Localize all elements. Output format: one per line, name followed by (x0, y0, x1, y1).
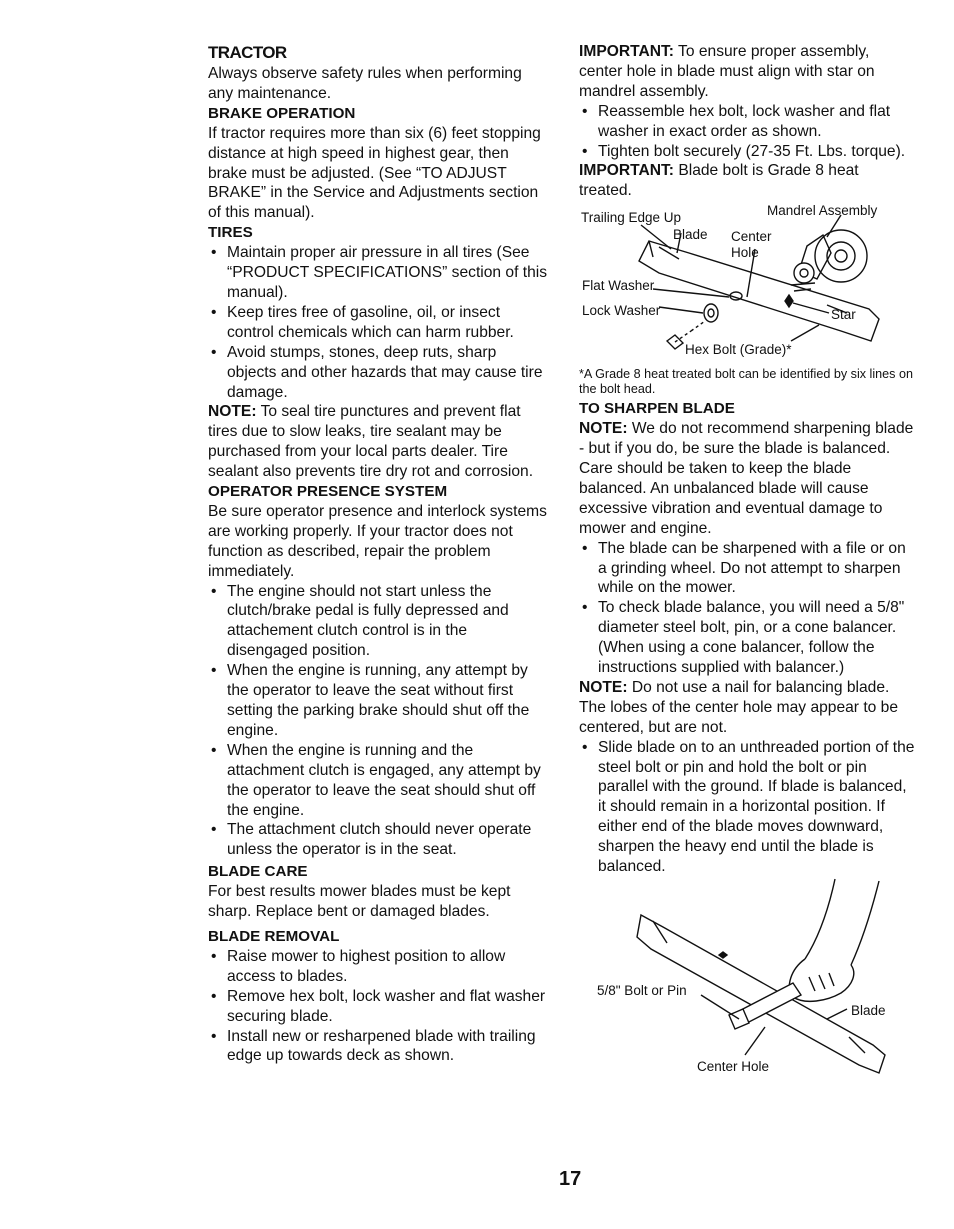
label-trailing-edge: Trailing Edge Up (581, 210, 682, 226)
list-item: • Install new or resharpened blade with trailing edge up towards deck as shown. (208, 1027, 550, 1067)
list-item: • Tighten bolt securely (27-35 Ft. Lbs. torque). (579, 142, 915, 162)
important-note-1 (579, 42, 915, 102)
blade-removal-heading: BLADE REMOVAL (208, 927, 340, 945)
list-item: • Avoid stumps, stones, deep ruts, sharp objects and other hazards that may cause tire damage. (208, 343, 550, 403)
important-note-2 (579, 161, 915, 201)
note-text: To seal tire punctures and prevent flat tires due to slow leaks, tire sealant may be purchased from your local parts dealer. Tire sealant also prevents tire dry rot and corrosion. (208, 403, 534, 481)
list-item: • The engine should not start unless the clutch/brake pedal is fully depressed and attachement clutch control is in the disengaged position. (208, 582, 550, 662)
label-hex-bolt: Hex Bolt (Grade)* (685, 342, 792, 358)
important-text: To ensure proper assembly, center hole in blade must align with star on mandrel assembly. (579, 43, 875, 100)
list-item: • Keep tires free of gasoline, oil, or insect control chemicals which can harm rubber. (208, 303, 550, 343)
label-center-hole: Center Hole (697, 1059, 770, 1074)
list-item: • Maintain proper air pressure in all tires (See “PRODUCT SPECIFICATIONS” section of this manual). (208, 243, 550, 303)
blade-removal-list (208, 947, 550, 1066)
brake-text: If tractor requires more than six (6) feet stopping distance at high speed in highest gear, then brake must be adjusted. (See “TO ADJUST BRAKE” in the Service and Adjustments section of this manual). (208, 124, 541, 222)
section-title: TRACTOR (208, 43, 287, 62)
note-label: NOTE: (579, 420, 628, 438)
label-blade: Blade (851, 1003, 886, 1018)
sharpen-note-2 (579, 678, 915, 738)
label-center: Center (731, 229, 772, 245)
ops-heading: OPERATOR PRESENCE SYSTEM (208, 483, 448, 501)
note-label: NOTE: (208, 403, 257, 421)
important-label: IMPORTANT: (579, 43, 674, 60)
blade-care-heading: BLADE CARE (208, 863, 308, 881)
ops-list (208, 582, 550, 861)
label-lock-washer: Lock Washer (582, 303, 661, 319)
balance-list (579, 738, 915, 877)
list-item: • When the engine is running and the attachment clutch is engaged, any attempt by the operator to leave the seat should shut off the engine. (208, 741, 550, 821)
list-item: • Slide blade on to an unthreaded portion of the steel bolt or pin and hold the bolt or pin parallel with the ground. If blade is balanced, it should remain in a horizontal position. If either end of the blade moves downward, sharpen the heavy end until the blade is balanced. (579, 738, 915, 877)
tires-heading: TIRES (208, 224, 253, 242)
label-flat-washer: Flat Washer (582, 278, 655, 294)
blade-balance-figure (579, 877, 915, 1082)
blade-care-text: For best results mower blades must be kept sharp. Replace bent or damaged blades. (208, 883, 511, 921)
ops-text: Be sure operator presence and interlock systems are working properly. If your tractor does not function as described, repair the problem immediately. (208, 502, 547, 580)
note-text: Do not use a nail for balancing blade. The lobes of the center hole may appear to be centered, but are not. (579, 678, 899, 736)
tires-list (208, 243, 550, 402)
sharpen-list (579, 539, 915, 678)
blade-balance-drawing (579, 877, 915, 1082)
sharpen-heading: TO SHARPEN BLADE (579, 400, 735, 418)
important-label: IMPORTANT: (579, 162, 674, 180)
brake-heading: BRAKE OPERATION (208, 104, 356, 122)
list-item: • Reassemble hex bolt, lock washer and flat washer in exact order as shown. (579, 102, 915, 142)
sharpen-note-1 (579, 419, 915, 459)
right-column (579, 42, 915, 1082)
list-item: • Remove hex bolt, lock washer and flat washer securing blade. (208, 987, 550, 1027)
label-hole: Hole (731, 245, 759, 261)
intro-text: Always observe safety rules when performing any maintenance. (208, 65, 522, 102)
note-text: We do not recommend sharpening blade - but if you do, be sure the blade is balanced. (579, 420, 914, 458)
note-label: NOTE: (579, 678, 628, 696)
list-item: • Raise mower to highest position to allow access to blades. (208, 947, 550, 987)
label-blade: Blade (673, 227, 708, 243)
label-mandrel-assembly: Mandrel Assembly (767, 203, 878, 219)
sharpen-text: Care should be taken to keep the blade balanced. An unbalanced blade will cause excessive vibration and eventual damage to mower and engine. (579, 459, 883, 537)
left-column (208, 42, 550, 1066)
tires-note (208, 402, 550, 482)
page-number: 17 (559, 1168, 582, 1190)
label-star: Star (831, 307, 856, 323)
assembly-list (579, 102, 915, 162)
label-bolt-or-pin: 5/8" Bolt or Pin (597, 983, 687, 998)
list-item: • When the engine is running, any attempt by the operator to leave the seat without first setting the parking brake should shut off the engine. (208, 661, 550, 741)
important-text: Blade bolt is Grade 8 heat treated. (579, 162, 859, 200)
list-item: • To check blade balance, you will need a 5/8" diameter steel bolt, pin, or a cone balancer. (When using a cone balancer, follow the instructions supplied with balancer.) (579, 598, 915, 678)
blade-assembly-figure (579, 201, 915, 363)
list-item: • The attachment clutch should never operate unless the operator is in the seat. (208, 820, 550, 860)
list-item: • The blade can be sharpened with a file or on a grinding wheel. Do not attempt to sharpen while on the mower. (579, 539, 915, 599)
bolt-footnote: *A Grade 8 heat treated bolt can be identified by six lines on the bolt head. (579, 367, 913, 397)
